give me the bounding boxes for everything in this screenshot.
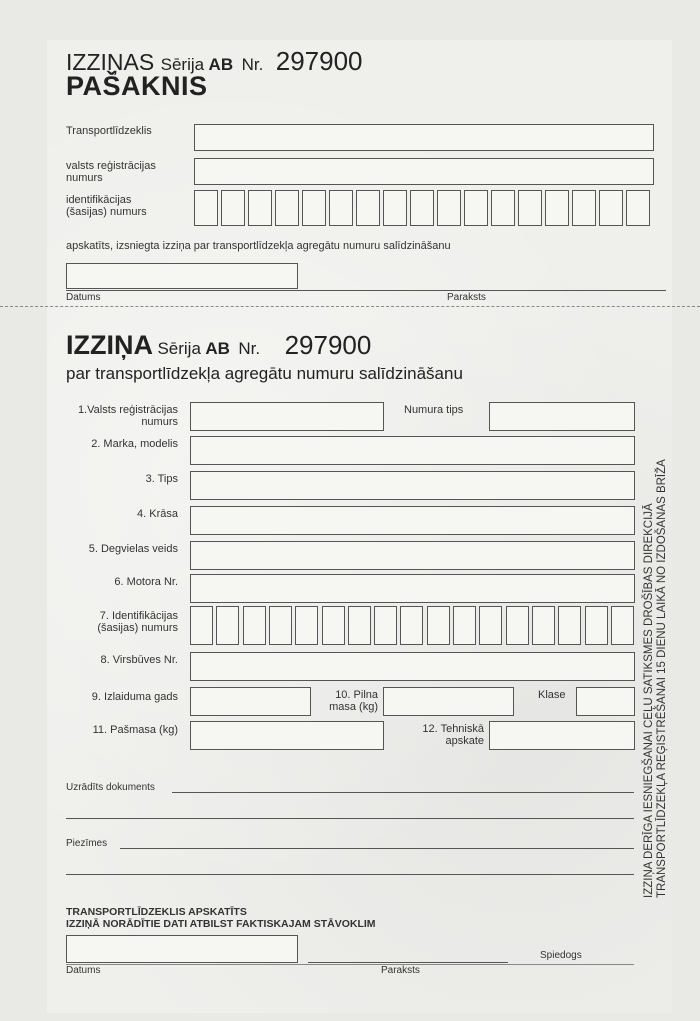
stub-ident-char-cell[interactable] bbox=[545, 190, 569, 226]
f3-tips-input[interactable] bbox=[190, 471, 635, 500]
ident-char-cell[interactable] bbox=[585, 606, 608, 645]
f10-label-1: 10. Pilna bbox=[335, 689, 378, 701]
stub-ident-char-cell[interactable] bbox=[329, 190, 353, 226]
f8-label: 8. Virsbūves Nr. bbox=[100, 654, 178, 666]
stub-nr: Nr. bbox=[241, 55, 264, 74]
main-date-input[interactable] bbox=[66, 935, 298, 963]
ident-char-cell[interactable] bbox=[453, 606, 476, 645]
f7-label-1: 7. Identifikācijas bbox=[99, 610, 178, 622]
side-note-line-1: IZZIŅA DERĪGA IESNIEGŠANAI CEĻU SATIKSMES DROŠĪBAS DIREKCIJĀ bbox=[643, 503, 655, 898]
klase-label: Klase bbox=[538, 689, 566, 701]
ident-char-cell[interactable] bbox=[532, 606, 555, 645]
ident-char-cell[interactable] bbox=[374, 606, 397, 645]
f7-label-2: (šasijas) numurs bbox=[97, 622, 178, 634]
stub-serija: Sērija bbox=[160, 55, 205, 74]
stub-ident-char-cell[interactable] bbox=[410, 190, 434, 226]
piezimes-line-2[interactable] bbox=[66, 874, 634, 875]
main-number: 297900 bbox=[284, 330, 372, 360]
f1-label-1: 1.Valsts reģistrācijas bbox=[77, 404, 178, 416]
stub-ident-char-cell[interactable] bbox=[275, 190, 299, 226]
piezimes-line-1[interactable] bbox=[120, 848, 634, 849]
stub-ident-char-cell[interactable] bbox=[464, 190, 488, 226]
f11-pasmasa-input[interactable] bbox=[190, 721, 384, 750]
main-heading bbox=[66, 330, 371, 361]
f2-marka-input[interactable] bbox=[190, 436, 635, 465]
f12-label-1: 12. Tehniskā bbox=[422, 723, 484, 735]
ident-char-cell[interactable] bbox=[295, 606, 318, 645]
stub-ident-char-cell[interactable] bbox=[356, 190, 380, 226]
uzradits-line-1[interactable] bbox=[172, 792, 634, 793]
uzradits-line-2[interactable] bbox=[66, 818, 634, 819]
stub-number: 297900 bbox=[275, 46, 363, 76]
stub-date-line bbox=[66, 290, 666, 291]
stub-ident-char-cell[interactable] bbox=[194, 190, 218, 226]
stub-ident-char-cell[interactable] bbox=[302, 190, 326, 226]
stub-transportlidzeklis-input[interactable] bbox=[194, 124, 654, 151]
f6-label: 6. Motora Nr. bbox=[114, 576, 178, 588]
stub-date-input[interactable] bbox=[66, 263, 298, 289]
ident-char-cell[interactable] bbox=[348, 606, 371, 645]
f10-label-2: masa (kg) bbox=[329, 701, 378, 713]
numura-tips-input[interactable] bbox=[489, 402, 635, 431]
main-datums-label: Datums bbox=[66, 965, 101, 976]
main-serija: Sērija bbox=[157, 339, 201, 358]
main-ab: AB bbox=[205, 339, 230, 358]
stub-izzinas: IZZIŅAS bbox=[66, 49, 155, 75]
stub-valsts-input[interactable] bbox=[194, 158, 654, 185]
numura-tips-label: Numura tips bbox=[404, 404, 464, 416]
f9-izlaiduma-input[interactable] bbox=[190, 687, 311, 716]
f3-label: 3. Tips bbox=[145, 473, 178, 485]
uzradits-label: Uzrādīts dokuments bbox=[66, 782, 155, 793]
stub-ident-label-2: (šasijas) numurs bbox=[66, 206, 147, 218]
main-paraksts-label: Paraksts bbox=[381, 965, 420, 976]
stub-paraksts-label: Paraksts bbox=[447, 292, 486, 303]
main-bottom-line bbox=[66, 964, 634, 965]
statement-line-2: IZZIŅĀ NORĀDĪTIE DATI ATBILST FAKTISKAJAM STĀVOKLIM bbox=[66, 918, 376, 930]
stub-ident-char-cell[interactable] bbox=[221, 190, 245, 226]
ident-char-cell[interactable] bbox=[269, 606, 292, 645]
ident-char-cell[interactable] bbox=[400, 606, 423, 645]
main-izzina: IZZIŅA bbox=[66, 330, 153, 360]
stub-ident-label-1: identifikācijas bbox=[66, 194, 132, 206]
cut-line bbox=[0, 306, 700, 307]
stub-title: PAŠAKNIS bbox=[66, 71, 208, 101]
ident-char-cell[interactable] bbox=[611, 606, 634, 645]
f9-label: 9. Izlaiduma gads bbox=[91, 691, 178, 703]
statement-line-1: TRANSPORTLĪDZEKLIS APSKATĪTS bbox=[66, 906, 247, 918]
side-validity-note bbox=[643, 398, 669, 898]
piezimes-label: Piezīmes bbox=[66, 838, 108, 849]
f2-label: 2. Marka, modelis bbox=[91, 438, 178, 450]
stub-ident-char-cell[interactable] bbox=[626, 190, 650, 226]
ident-char-cell[interactable] bbox=[506, 606, 529, 645]
f11-label: 11. Pašmasa (kg) bbox=[92, 724, 178, 736]
f8-virsbuves-input[interactable] bbox=[190, 652, 635, 681]
ident-char-cell[interactable] bbox=[216, 606, 239, 645]
spiedogs-label: Spiedogs bbox=[540, 950, 582, 961]
f1-label-2: numurs bbox=[141, 416, 178, 428]
f6-motora-input[interactable] bbox=[190, 574, 635, 603]
f4-label: 4. Krāsa bbox=[137, 508, 178, 520]
stub-ident-char-cell[interactable] bbox=[572, 190, 596, 226]
f5-label: 5. Degvielas veids bbox=[88, 543, 178, 555]
main-nr: Nr. bbox=[238, 339, 261, 358]
stub-ident-char-cell[interactable] bbox=[599, 190, 623, 226]
main-signature-line[interactable] bbox=[308, 962, 508, 963]
stub-ident-char-cell[interactable] bbox=[248, 190, 272, 226]
main-subtitle: par transportlīdzekļa agregātu numuru salīdzināšanu bbox=[66, 364, 463, 383]
stub-ident-char-cell[interactable] bbox=[383, 190, 407, 226]
stub-valsts-label-2: numurs bbox=[66, 172, 103, 184]
f12-label-2: apskate bbox=[445, 735, 484, 747]
side-note-line-2: TRANSPORTLĪDZEKĻA REĢISTRĒŠANAI 15 DIENU LAIKĀ NO IZDOŠANAS BRĪŽA bbox=[656, 459, 668, 898]
stub-ident-char-cell[interactable] bbox=[437, 190, 461, 226]
stub-apskatits-text: apskatīts, izsniegta izziņa par transportlīdzekļa agregātu numuru salīdzināšanu bbox=[66, 240, 451, 252]
ident-char-cell[interactable] bbox=[190, 606, 213, 645]
f1-valsts-input[interactable] bbox=[190, 402, 384, 431]
stub-ident-char-cell[interactable] bbox=[491, 190, 515, 226]
f5-degviela-input[interactable] bbox=[190, 541, 635, 570]
stub-datums-label: Datums bbox=[66, 292, 101, 303]
ident-char-cell[interactable] bbox=[427, 606, 450, 645]
ident-char-cell[interactable] bbox=[243, 606, 266, 645]
stub-transportlidzeklis-label: Transportlīdzeklis bbox=[66, 125, 152, 137]
ident-char-cell[interactable] bbox=[558, 606, 581, 645]
f12-tehniska-input[interactable] bbox=[489, 721, 635, 750]
f10-pilna-masa-input[interactable] bbox=[383, 687, 514, 716]
stub-ident-char-cell[interactable] bbox=[518, 190, 542, 226]
stub-ab: AB bbox=[208, 55, 234, 74]
klase-input[interactable] bbox=[576, 687, 635, 716]
ident-char-cell[interactable] bbox=[322, 606, 345, 645]
ident-char-cell[interactable] bbox=[479, 606, 502, 645]
f4-krasa-input[interactable] bbox=[190, 506, 635, 535]
stub-valsts-label-1: valsts reģistrācijas bbox=[66, 160, 156, 172]
